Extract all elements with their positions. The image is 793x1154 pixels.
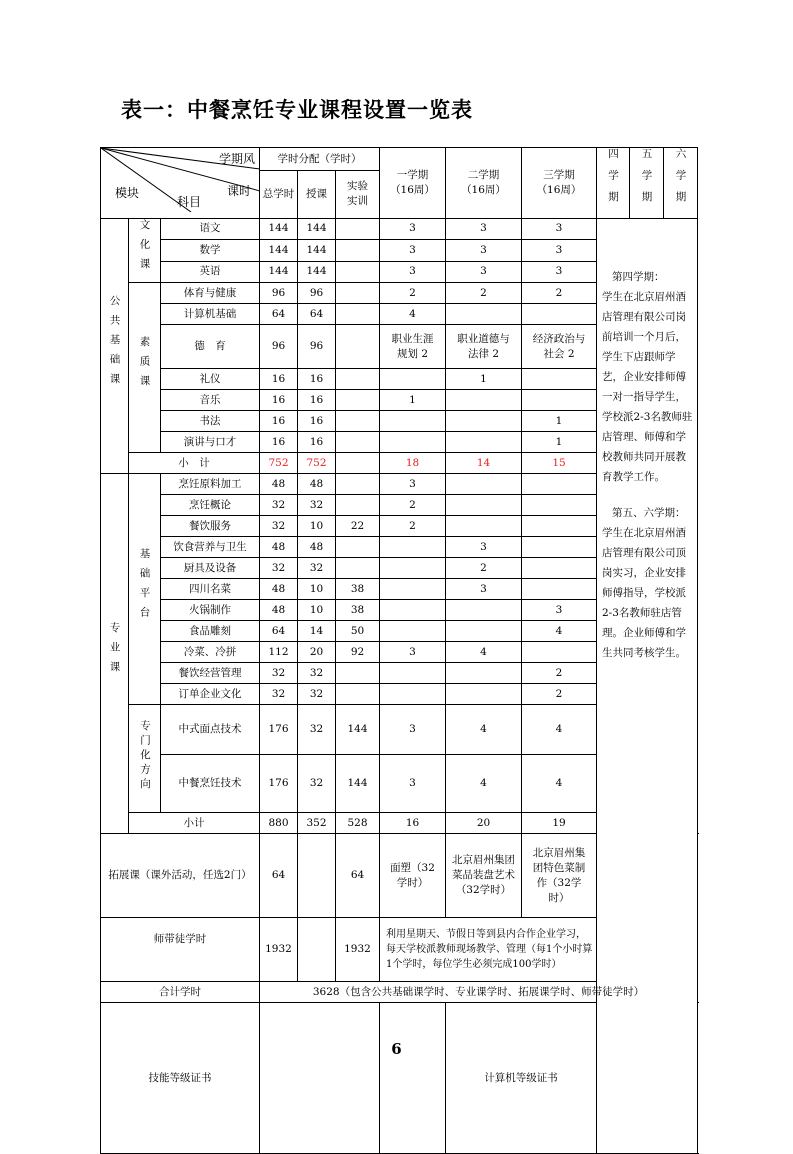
- sem1-cell: 3: [380, 218, 446, 240]
- direction-label: 专门化方向: [129, 705, 161, 813]
- lecture-cell: 16: [298, 369, 336, 390]
- sem1-cell: 3: [380, 474, 446, 495]
- course-name: 书法: [161, 411, 260, 432]
- lab-cell: [336, 218, 380, 240]
- sem2-cell: [446, 304, 522, 325]
- subtotal-label: 小计: [129, 813, 260, 834]
- lecture-cell: 32: [298, 684, 336, 705]
- lecture-cell: 16: [298, 390, 336, 411]
- certificate-empty: [260, 1003, 380, 1154]
- lecture-cell: 16: [298, 432, 336, 453]
- page-title: 表一：中餐烹饪专业课程设置一览表: [121, 98, 473, 122]
- sem3-cell: 4: [522, 621, 597, 642]
- sem3-cell: 北京眉州集团特色菜制作（32学时）: [522, 834, 597, 918]
- diag-module-label: 模块: [115, 186, 140, 200]
- lecture-cell: 16: [298, 411, 336, 432]
- sem3-cell: [522, 474, 597, 495]
- total-cell: 32: [260, 558, 298, 579]
- sem4-header: 四学期: [597, 148, 630, 219]
- sem2-cell: [446, 516, 522, 537]
- diag-term-label: 学期风: [219, 152, 256, 166]
- total-cell: 176: [260, 755, 298, 813]
- apprentice-note: 利用星期天、节假日等到县内合作企业学习，每天学校派教师现场教学、管理（每1个小时算1个学时，每位学生必须完成100学时）: [380, 918, 597, 982]
- grand-total-row: [101, 982, 698, 1003]
- lab-cell: 144: [336, 705, 380, 755]
- note-sem56-body: 学生在北京眉州酒店管理有限公司顶岗实习，企业安排师傅指导，学校派2-3名教师驻店管理。企业师傅和学生共同考核学生。: [602, 526, 686, 659]
- sem1-cell: 3: [380, 705, 446, 755]
- sem1-cell: [380, 663, 446, 684]
- sem3-cell: 2: [522, 684, 597, 705]
- course-name: 四川名菜: [161, 579, 260, 600]
- lab-header: 实验 实训: [336, 171, 380, 218]
- sem1-cell: 3: [380, 642, 446, 663]
- total-cell: 16: [260, 432, 298, 453]
- page-number: 6: [391, 1040, 402, 1058]
- course-name: 德 育: [161, 325, 260, 369]
- certificate-sem2: 计算机等级证书: [446, 1003, 597, 1154]
- sem2-cell: 3: [446, 240, 522, 262]
- note-sem56-title: 第五、六学期：: [612, 506, 686, 519]
- sem2-cell: [446, 411, 522, 432]
- sem3-cell: 4: [522, 755, 597, 813]
- note-sem4-body: 学生在北京眉州酒店管理有限公司岗前培训一个月后，学生下店跟师学艺，企业安排师傅一对一指导学生，学校派2-3名教师驻店管理、师傅和学校教师共同开展教育教学工作。: [602, 290, 693, 483]
- lecture-cell: 14: [298, 621, 336, 642]
- sem3-cell: 3: [522, 261, 597, 283]
- platform-label: 基础平台: [129, 474, 161, 705]
- course-name: 计算机基础: [161, 304, 260, 325]
- certificate-sem1: [380, 1003, 446, 1154]
- sem3-cell: [522, 369, 597, 390]
- hours-dist-header: 学时分配（学时）: [260, 148, 380, 171]
- lab-cell: [336, 369, 380, 390]
- lecture-cell: 20: [298, 642, 336, 663]
- lecture-cell: 144: [298, 261, 336, 283]
- lab-cell: 528: [336, 813, 380, 834]
- sem1-cell: 2: [380, 495, 446, 516]
- total-cell: 16: [260, 369, 298, 390]
- diag-subject-label: 科目: [177, 195, 202, 209]
- sem3-cell: 1: [522, 432, 597, 453]
- lecture-cell: 144: [298, 240, 336, 262]
- total-cell: 32: [260, 663, 298, 684]
- lab-cell: [336, 537, 380, 558]
- total-cell: 96: [260, 283, 298, 304]
- grand-total-label: 合计学时: [101, 982, 260, 1003]
- lecture-cell: 752: [298, 453, 336, 474]
- lab-cell: 38: [336, 579, 380, 600]
- subtotal-label: 小 计: [129, 453, 260, 474]
- course-name: 冷菜、冷拼: [161, 642, 260, 663]
- total-cell: 16: [260, 390, 298, 411]
- total-cell: 64: [260, 304, 298, 325]
- lab-cell: [336, 411, 380, 432]
- lecture-cell: 32: [298, 663, 336, 684]
- total-cell: 112: [260, 642, 298, 663]
- total-cell: 176: [260, 705, 298, 755]
- total-cell: 1932: [260, 918, 298, 982]
- course-name: 数学: [161, 240, 260, 262]
- sem2-cell: 北京眉州集团菜品装盘艺术（32学时）: [446, 834, 522, 918]
- sem1-cell: [380, 684, 446, 705]
- lab-cell: [336, 495, 380, 516]
- sem5-header: 五学期: [630, 148, 664, 219]
- lab-cell: 22: [336, 516, 380, 537]
- course-name: 火锅制作: [161, 600, 260, 621]
- sem1-cell: 1: [380, 390, 446, 411]
- sem2-cell: 3: [446, 218, 522, 240]
- sem1-cell: [380, 558, 446, 579]
- sem3-cell: [522, 304, 597, 325]
- course-name: 厨具及设备: [161, 558, 260, 579]
- sem2-cell: [446, 432, 522, 453]
- sem3-cell: 经济政治与社会 2: [522, 325, 597, 369]
- total-cell: 32: [260, 684, 298, 705]
- culture-label: 文化课: [129, 218, 161, 283]
- sem1-cell: 2: [380, 516, 446, 537]
- lecture-cell: 32: [298, 558, 336, 579]
- sem3-cell: [522, 579, 597, 600]
- course-name: 饮食营养与卫生: [161, 537, 260, 558]
- total-cell: 32: [260, 516, 298, 537]
- sem2-cell: [446, 663, 522, 684]
- lab-cell: [336, 558, 380, 579]
- lab-cell: [336, 240, 380, 262]
- sem3-cell: 2: [522, 283, 597, 304]
- sem1-cell: [380, 411, 446, 432]
- lab-cell: 92: [336, 642, 380, 663]
- lecture-cell: 48: [298, 474, 336, 495]
- sem3-cell: 3: [522, 240, 597, 262]
- sem1-cell: [380, 369, 446, 390]
- lab-cell: 50: [336, 621, 380, 642]
- total-cell: 752: [260, 453, 298, 474]
- diag-hours-label: 课时: [227, 184, 252, 198]
- lab-cell: [336, 474, 380, 495]
- total-cell: 48: [260, 600, 298, 621]
- lab-cell: [336, 283, 380, 304]
- course-name: 礼仪: [161, 369, 260, 390]
- sem2-header: 二学期 （16周）: [446, 148, 522, 219]
- total-cell: 64: [260, 621, 298, 642]
- lecture-cell: 352: [298, 813, 336, 834]
- sem3-cell: [522, 516, 597, 537]
- sem2-cell: 20: [446, 813, 522, 834]
- sem1-cell: [380, 600, 446, 621]
- lab-cell: 144: [336, 755, 380, 813]
- sem1-cell: [380, 621, 446, 642]
- lecture-cell: 10: [298, 516, 336, 537]
- total-cell: 880: [260, 813, 298, 834]
- lecture-cell: 96: [298, 283, 336, 304]
- sem2-cell: 4: [446, 755, 522, 813]
- lab-cell: 64: [336, 834, 380, 918]
- sem2-cell: 1: [446, 369, 522, 390]
- sem3-cell: 2: [522, 663, 597, 684]
- course-name: 演讲与口才: [161, 432, 260, 453]
- lab-cell: [336, 261, 380, 283]
- course-name: 烹饪概论: [161, 495, 260, 516]
- total-cell: 64: [260, 834, 298, 918]
- sem6-header: 六学期: [664, 148, 698, 219]
- course-name: 体育与健康: [161, 283, 260, 304]
- lecture-cell: 96: [298, 325, 336, 369]
- total-cell: 48: [260, 537, 298, 558]
- sem3-cell: [522, 390, 597, 411]
- lab-cell: [336, 663, 380, 684]
- sem2-cell: 14: [446, 453, 522, 474]
- certificate-label: 技能等级证书: [101, 1003, 260, 1154]
- sem3-cell: [522, 495, 597, 516]
- lecture-cell: 32: [298, 495, 336, 516]
- sem1-cell: 3: [380, 240, 446, 262]
- total-cell: 16: [260, 411, 298, 432]
- sem1-cell: 2: [380, 283, 446, 304]
- sem2-cell: [446, 495, 522, 516]
- sem2-cell: [446, 474, 522, 495]
- sem3-cell: 1: [522, 411, 597, 432]
- sem2-cell: 4: [446, 642, 522, 663]
- sem1-cell: 18: [380, 453, 446, 474]
- lab-cell: [336, 453, 380, 474]
- sem2-cell: [446, 600, 522, 621]
- sem2-cell: 4: [446, 705, 522, 755]
- course-name: 烹饪原料加工: [161, 474, 260, 495]
- lab-cell: [336, 304, 380, 325]
- professional-label: 专业课: [101, 474, 129, 834]
- course-name: 语文: [161, 218, 260, 240]
- sem2-cell: 2: [446, 558, 522, 579]
- lab-cell: [336, 432, 380, 453]
- lecture-cell: 32: [298, 705, 336, 755]
- lecture-cell: 10: [298, 600, 336, 621]
- lecture-cell: [298, 918, 336, 982]
- sem3-cell: 3: [522, 600, 597, 621]
- practice-note: [597, 218, 698, 1154]
- course-name: 餐饮经营管理: [161, 663, 260, 684]
- course-name: 食品雕刻: [161, 621, 260, 642]
- sem1-header: 一学期 （16周）: [380, 148, 446, 219]
- apprentice-label: 师带徒学时: [101, 918, 260, 982]
- course-name: 英语: [161, 261, 260, 283]
- sem3-cell: [522, 642, 597, 663]
- total-cell: 144: [260, 240, 298, 262]
- lab-cell: [336, 325, 380, 369]
- sem1-cell: 4: [380, 304, 446, 325]
- sem1-cell: 3: [380, 261, 446, 283]
- grand-total-text: 3628（包含公共基础课学时、专业课学时、拓展课学时、师带徒学时）: [260, 982, 698, 1003]
- sem1-cell: [380, 537, 446, 558]
- lecture-cell: 48: [298, 537, 336, 558]
- lecture-cell: 144: [298, 218, 336, 240]
- sem1-cell: 职业生涯规划 2: [380, 325, 446, 369]
- sem2-cell: 3: [446, 261, 522, 283]
- sem2-cell: [446, 390, 522, 411]
- total-cell: 144: [260, 218, 298, 240]
- lab-cell: [336, 684, 380, 705]
- lecture-cell: [298, 834, 336, 918]
- extension-label: 拓展课（课外活动，任选2门）: [101, 834, 260, 918]
- note-sem4-title: 第四学期：: [612, 270, 665, 283]
- lecture-cell: 64: [298, 304, 336, 325]
- course-name: 餐饮服务: [161, 516, 260, 537]
- sem3-header: 三学期 （16周）: [522, 148, 597, 219]
- course-name: 音乐: [161, 390, 260, 411]
- lab-cell: 38: [336, 600, 380, 621]
- course-name: 中式面点技术: [161, 705, 260, 755]
- course-name: 订单企业文化: [161, 684, 260, 705]
- curriculum-table: [100, 147, 698, 1154]
- total-cell: 48: [260, 474, 298, 495]
- sem1-cell: 面塑（32学时）: [380, 834, 446, 918]
- sem2-cell: 3: [446, 579, 522, 600]
- sem1-cell: 16: [380, 813, 446, 834]
- quality-label: 素质课: [129, 283, 161, 453]
- sem2-cell: [446, 621, 522, 642]
- sem1-cell: 3: [380, 755, 446, 813]
- sem3-cell: 3: [522, 218, 597, 240]
- sem3-cell: [522, 558, 597, 579]
- sem3-cell: 4: [522, 705, 597, 755]
- lecture-cell: 10: [298, 579, 336, 600]
- total-cell: 144: [260, 261, 298, 283]
- lab-cell: [336, 390, 380, 411]
- sem2-cell: 2: [446, 283, 522, 304]
- sem1-cell: [380, 579, 446, 600]
- sem1-cell: [380, 432, 446, 453]
- lecture-header: 授课: [298, 171, 336, 218]
- sem2-cell: 3: [446, 537, 522, 558]
- lab-cell: 1932: [336, 918, 380, 982]
- table-row: [101, 218, 698, 240]
- sem2-cell: 职业道德与法律 2: [446, 325, 522, 369]
- total-hours-header: 总学时: [260, 171, 298, 218]
- total-cell: 48: [260, 579, 298, 600]
- diagonal-header-cell: [101, 148, 260, 219]
- course-name: 中餐烹饪技术: [161, 755, 260, 813]
- lecture-cell: 32: [298, 755, 336, 813]
- sem3-cell: [522, 537, 597, 558]
- public-basic-label: 公共基础课: [101, 218, 129, 474]
- total-cell: 32: [260, 495, 298, 516]
- sem3-cell: 15: [522, 453, 597, 474]
- sem2-cell: [446, 684, 522, 705]
- sem3-cell: 19: [522, 813, 597, 834]
- total-cell: 96: [260, 325, 298, 369]
